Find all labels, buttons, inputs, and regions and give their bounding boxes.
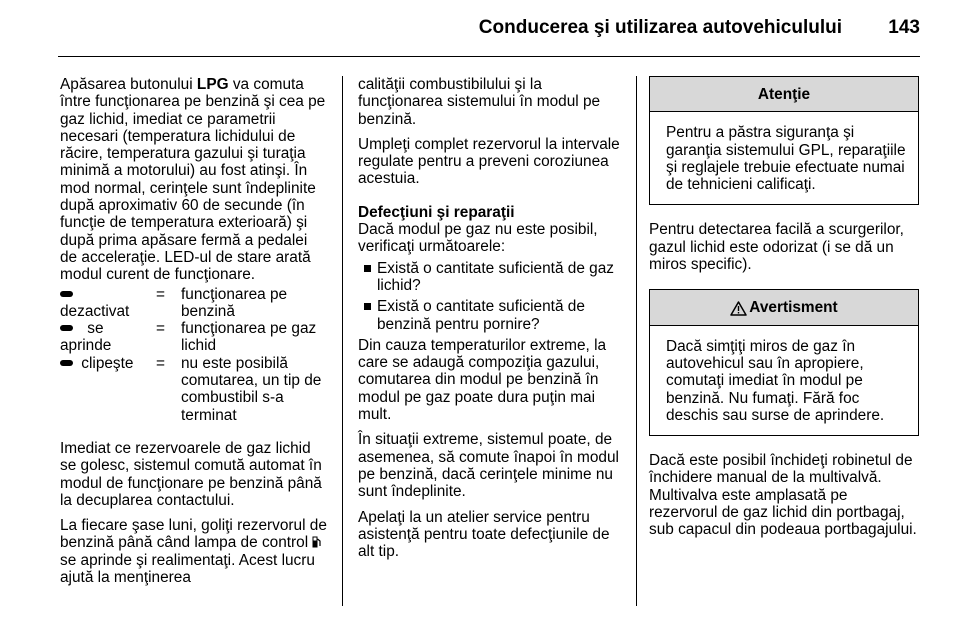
page-header — [0, 0, 960, 60]
led-row-on: se aprinde = funcţionarea pe gaz lichid — [60, 320, 317, 355]
warning-box — [649, 289, 919, 436]
lpg-button-label: LPG — [196, 76, 229, 93]
led-icon — [60, 360, 73, 366]
column-middle — [358, 76, 626, 560]
led-row-blinking: clipeşte = nu este posibilă comutarea, un tip de combustibil s-a terminat — [60, 355, 328, 424]
bullet-icon — [364, 303, 371, 310]
page-title: Conducerea şi utilizarea autovehiculului — [478, 17, 842, 38]
led-row-off: dezactivat = funcţionarea pe benzină — [60, 285, 288, 320]
column-divider-1 — [342, 76, 343, 606]
warning-title: Avertisment — [749, 299, 838, 317]
warning-body: Dacă simţiţi miros de gaz în autovehicul sau în apropiere, comutaţi imediat în modul pe benzină. Nu fumaţi. Fără foc deschis sau surse de aprindere. — [666, 337, 885, 424]
column-divider-2 — [636, 76, 637, 606]
list-item: Există o cantitate suficientă de benzină pentru pornire? — [358, 298, 626, 333]
fill-tank-paragraph: Umpleţi complet rezervorul la intervale regulate pentru a preveni coroziunea acestuia. — [358, 135, 620, 188]
page-number: 143 — [888, 17, 920, 38]
six-months-paragraph: La fiecare şase luni, goliţi rezervorul de benzină până când lampa de control se aprinde şi realimentaţi. Acest lucru ajută la menţinerea — [60, 517, 327, 587]
section-heading: Defecţiuni şi reparaţii — [358, 203, 515, 221]
led-icon — [60, 291, 73, 297]
bullet-icon — [364, 265, 371, 272]
intro-paragraph: Apăsarea butonului LPG va comuta între funcţionarea pe benzină şi cea pe gaz lichid, imediat ce parametrii necesari (temperatura lichidului de răcire, temperatura gazului şi turaţia minimă a motorului) au fost atinşi. În mod normal, cerinţele sunt îndeplinite după aproximativ 60 de secunde (în funcţie de temperatura exterioară) şi după prima apăsare fermă a pedalei de acceleraţie. LED-ul de stare arată modul curent de funcţionare. — [60, 76, 326, 284]
leak-detection-paragraph: Pentru detectarea facilă a scurgerilor, gazul lichid este odorizat (i se dă un miros specific). — [649, 221, 904, 274]
multivalve-paragraph: Dacă este posibil închideţi robinetul de închidere manual de la multivalvă. Multivalva este amplasată pe rezervorul de gaz lichid din portbagaj, sub capacul din podeaua portbagajului. — [649, 452, 917, 539]
warning-triangle-icon — [730, 301, 747, 316]
header-divider — [58, 56, 920, 57]
check-intro: Dacă modul pe gaz nu este posibil, verificaţi următoarele: — [358, 221, 598, 256]
extreme-temp-paragraph: Din cauza temperaturilor extreme, la care se adaugă compoziţia gazului, comutarea din modul pe benzină în modul pe gaz poate dura puţin mai mult. — [358, 336, 607, 424]
attention-title: Atenţie — [650, 77, 918, 112]
switch-back-paragraph: În situaţii extreme, sistemul poate, de asemenea, să comute înapoi în modul pe benzină, dacă cerinţele minime nu sunt îndeplinite. — [358, 431, 619, 501]
list-item: Există o cantitate suficientă de gaz lichid? — [358, 260, 626, 295]
column-left — [60, 76, 328, 586]
empty-tanks-paragraph: Imediat ce rezervoarele de gaz lichid se golesc, sistemul comută automat în modul de funcţionare pe benzină până la decuplarea contactului. — [60, 439, 322, 509]
column-right — [649, 76, 919, 539]
led-status-table — [60, 286, 328, 424]
service-paragraph: Apelaţi la un atelier service pentru asistenţă pentru toate defecţiunile de alt tip. — [358, 508, 610, 561]
led-icon — [60, 325, 73, 331]
attention-box — [649, 76, 919, 205]
fuel-pump-icon — [312, 536, 321, 548]
attention-body: Pentru a păstra siguranţa şi garanţia sistemului GPL, reparaţiile şi reglajele trebuie efectuate numai de tehnicieni calificaţi. — [666, 124, 906, 194]
check-list — [358, 260, 626, 333]
continued-paragraph: calităţii combustibilului şi la funcţionarea sistemului în modul pe benzină. — [358, 76, 601, 128]
